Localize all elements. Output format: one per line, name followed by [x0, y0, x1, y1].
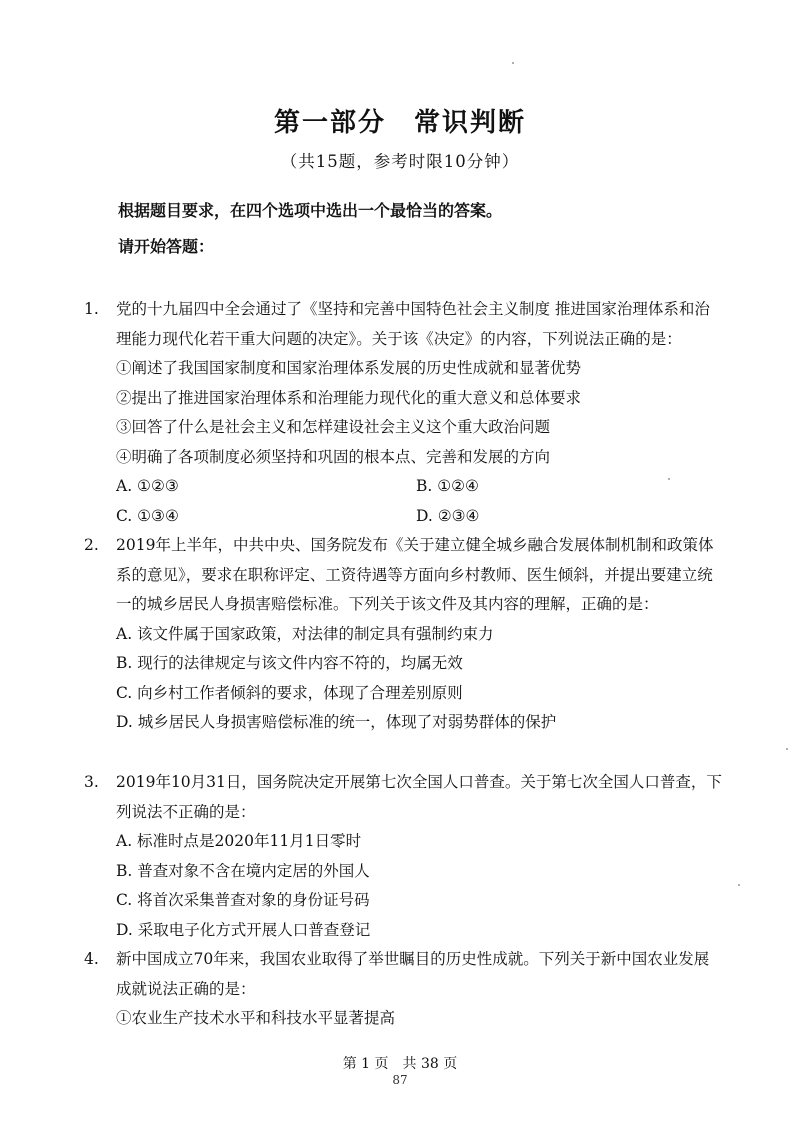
instruction-text: 根据题目要求，在四个选项中选出一个最恰当的答案。 — [118, 201, 503, 220]
statement: ③回答了什么是社会主义和怎样建设社会主义这个重大政治问题 — [116, 418, 551, 436]
scan-speck — [738, 884, 740, 886]
question-number: 3. — [84, 773, 99, 791]
option-c[interactable]: C. 向乡村工作者倾斜的要求，体现了合理差别原则 — [116, 683, 463, 702]
question-4 — [84, 945, 724, 1034]
statement: ①农业生产技术水平和科技水平显著提高 — [116, 1009, 396, 1027]
statement: ①阐述了我国国家制度和国家治理体系发展的历史性成就和显著优势 — [116, 359, 582, 377]
page-indicator: 第 1 页 共 38 页 — [342, 1056, 458, 1072]
section-title: 第一部分 常识判断 — [273, 108, 526, 138]
option-d[interactable]: D. 采取电子化方式开展人口普查登记 — [116, 920, 371, 939]
option-a[interactable]: A. 该文件属于国家政策，对法律的制定具有强制约束力 — [116, 624, 494, 643]
option-b[interactable]: B. 普查对象不含在境内定居的外国人 — [116, 861, 370, 880]
question-stem: 2019年10月31日，国务院决定开展第七次全国人口普查。关于第七次全国人口普查，下列说法不正确的是： — [116, 773, 722, 821]
question-number: 4. — [84, 950, 99, 968]
question-stem: 2019年上半年，中共中央、国务院发布《关于建立健全城乡融合发展体制机制和政策体系的意见》，要求在职称评定、工资待遇等方面向乡村教师、医生倾斜，并提出要建立统一的城乡居民人身损害赔偿标准。下列关于该文件及其内容的理解，正确的是： — [116, 536, 714, 613]
statement: ④明确了各项制度必须坚持和巩固的根本点、完善和发展的方向 — [116, 447, 551, 466]
question-stem: 新中国成立70年来，我国农业取得了举世瞩目的历史性成就。下列关于新中国农业发展成就说法正确的是： — [116, 950, 710, 998]
statement: ②提出了推进国家治理体系和治理能力现代化的重大意义和总体要求 — [116, 388, 582, 407]
option-grid — [116, 472, 724, 531]
scan-speck — [512, 62, 514, 64]
page-number: 87 — [392, 1073, 408, 1087]
question-1 — [84, 295, 724, 531]
option-d[interactable]: D. 城乡居民人身损害赔偿标准的统一，体现了对弱势群体的保护 — [116, 713, 557, 731]
option-d[interactable]: D. ②③④ — [416, 506, 480, 525]
question-number: 2. — [84, 536, 99, 554]
section-subtitle: （共15题，参考时限10分钟） — [280, 152, 520, 171]
scan-speck — [786, 748, 788, 750]
option-a[interactable]: A. 标准时点是2020年11月1日零时 — [116, 832, 362, 850]
question-2 — [84, 531, 724, 738]
begin-prompt: 请开始答题： — [118, 237, 215, 256]
scan-speck — [668, 478, 670, 480]
question-3 — [84, 768, 724, 945]
option-c[interactable]: C. 将首次采集普查对象的身份证号码 — [116, 891, 370, 909]
option-c[interactable]: C. ①③④ — [116, 506, 179, 525]
option-b[interactable]: B. 现行的法律规定与该文件内容不符的，均属无效 — [116, 654, 463, 672]
option-b[interactable]: B. ①②④ — [416, 477, 479, 495]
question-stem: 党的十九届四中全会通过了《坚持和完善中国特色社会主义制度 推进国家治理体系和治理能力现代化若干重大问题的决定》。关于该《决定》的内容，下列说法正确的是： — [116, 300, 710, 348]
option-a[interactable]: A. ①②③ — [116, 477, 179, 495]
question-number: 1. — [84, 300, 99, 318]
